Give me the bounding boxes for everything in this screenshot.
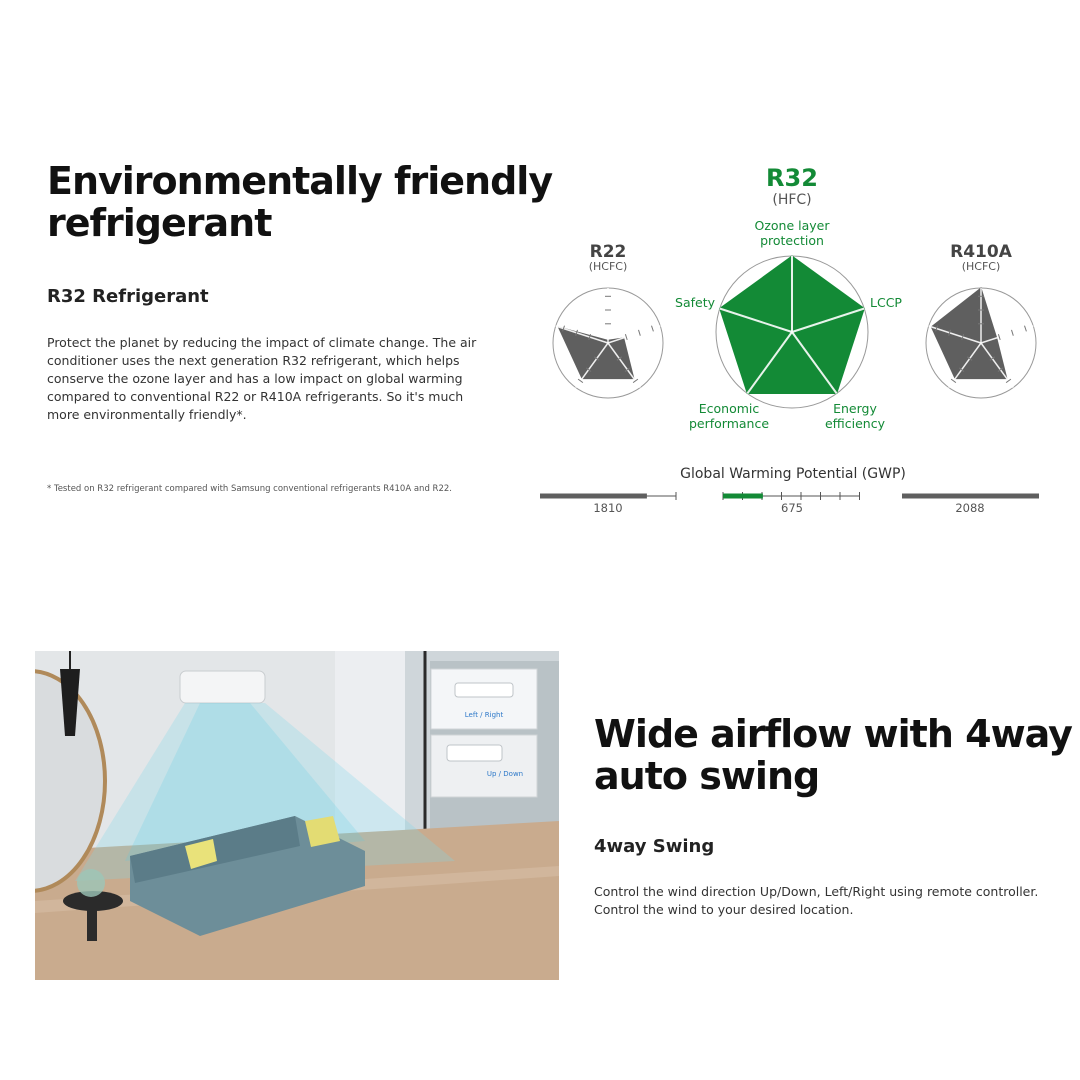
gwp-bar-r22 [540,492,676,500]
air-conditioner-unit [180,671,265,703]
r32-name: R32 [766,164,818,192]
axis-label-economic-1: Economic [698,401,760,416]
section1-title-line1: Environmentally friendly [47,159,553,203]
gwp-value-r410a: 2088 [955,501,985,515]
gwp-fill-r410a [902,494,1039,499]
section1-subtitle: R32 Refrigerant [47,286,209,307]
r22-radar-polygon [558,327,634,379]
gwp-bar-r410a [902,494,1039,499]
refrigerant-comparison-chart [530,150,1070,530]
axis-label-energy-2: efficiency [824,416,886,431]
gwp-bar-r32 [723,492,860,500]
inset-ac-unit-2 [447,745,502,761]
r410a-radar-polygon [931,288,1007,379]
axis-label-lccp: LCCP [870,295,902,310]
axis-label-ozone-1: Ozone layer [754,218,830,233]
axis-label-economic-2: performance [688,416,770,431]
r22-name: R22 [589,242,627,262]
section2-body-line1: Control the wind direction Up/Down, Left/Right using remote controller. [594,884,1039,899]
section2-title-line2: auto swing [594,754,820,798]
axis-label-energy-1: Energy [833,401,877,416]
glass-vase [77,869,105,897]
axis-label-ozone-2: protection [760,233,824,248]
gwp-title: Global Warming Potential (GWP) [680,466,906,482]
section2-body-line2: Control the wind to your desired location. [594,902,854,917]
living-room-photo [35,651,559,980]
inset-left-right [431,669,537,729]
side-table-leg [87,901,97,941]
gwp-value-r22: 1810 [593,501,623,515]
r22-type: (HCFC) [588,260,628,273]
section2-title-line1: Wide airflow with 4way [594,712,1072,756]
section2-body [594,883,1038,919]
section1-title [47,160,552,244]
gwp-fill-r22 [540,494,647,499]
gwp-value-r32: 675 [781,501,803,515]
r410a-name: R410A [950,242,1012,262]
inset-left-right-label: Left / Right [464,711,504,719]
living-room-illustration [35,651,559,980]
section1-footnote: * Tested on R32 refrigerant compared with Samsung conventional refrigerants R410A and R22. [47,484,452,494]
r32-type: (HFC) [772,192,812,208]
section1-title-line2: refrigerant [47,201,272,245]
gwp-fill-r32 [723,494,763,499]
section1-body: Protect the planet by reducing the impact of climate change. The air conditioner uses the next generation R32 refrigerant, which helps conserve the ozone layer and has a low impact on global warming compared to conventional R22 or R410A refrigerants. So it's much more environmentally friendly*. [47,335,477,422]
inset-ac-unit-1 [455,683,513,697]
r410a-type: (HCFC) [961,260,1001,273]
section2-title [594,713,1072,797]
section2-subtitle: 4way Swing [594,836,715,857]
inset-up-down [431,735,537,797]
axis-label-safety: Safety [675,295,715,310]
inset-up-down-label: Up / Down [486,770,524,778]
